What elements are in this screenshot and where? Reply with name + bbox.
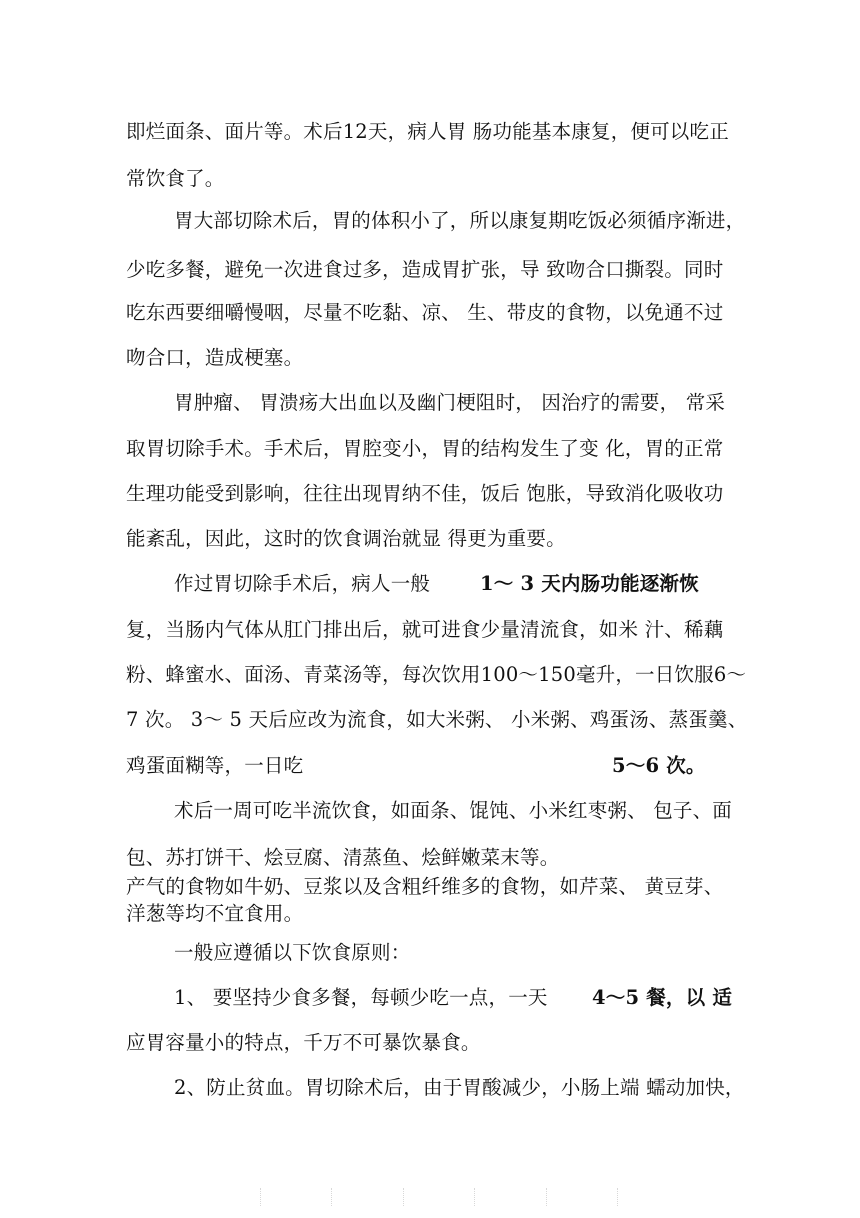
text-line: 胃肿瘤、 胃溃疡大出血以及幽门梗阻时， 因治疗的需要， 常采 — [174, 391, 726, 414]
text-line: 4～5 餐，以 适 — [592, 986, 733, 1009]
text-line: 1～ 3 天内肠功能逐渐恢 — [480, 572, 699, 595]
text-line: 2、防止贫血。胃切除术后，由于胃酸减少，小肠上端 蠕动加快， — [174, 1076, 745, 1099]
footer-dotted-marks — [260, 1188, 620, 1210]
text-line: 粉、蜂蜜水、面汤、青菜汤等，每次饮用100～150毫升，一日饮服6～ — [126, 663, 747, 686]
text-line: 5～6 次。 — [612, 754, 706, 777]
text-line: 常饮食了。 — [126, 167, 225, 190]
text-line: 胃大部切除术后，胃的体积小了，所以康复期吃饭必须循序渐进， — [174, 209, 746, 232]
text-line: 包、苏打饼干、烩豆腐、清蒸鱼、烩鲜嫩菜末等。 — [126, 846, 560, 869]
text-line: 取胃切除手术。手术后，胃腔变小，胃的结构发生了变 化，胃的正常 — [126, 437, 724, 460]
text-line: 吻合口，造成梗塞。 — [126, 346, 304, 369]
text-line: 复，当肠内气体从肛门排出后，就可进食少量清流食，如米 汁、稀藕 — [126, 618, 724, 641]
text-line: 生理功能受到影响，往往出现胃纳不佳，饭后 饱胀，导致消化吸收功 — [126, 482, 724, 505]
text-line: 作过胃切除手术后，病人一般 — [174, 572, 431, 595]
text-line: 少吃多餐，避免一次进食过多，造成胃扩张，导 致吻合口撕裂。同时 — [126, 258, 724, 281]
text-line: 即烂面条、面片等。术后12天，病人胃 肠功能基本康复，便可以吃正 — [126, 120, 729, 143]
text-line: 产气的食物如牛奶、豆浆以及含粗纤维多的食物，如芹菜、 黄豆芽、 — [126, 875, 724, 898]
text-line: 1、 要坚持少食多餐，每顿少吃一点，一天 — [174, 986, 548, 1009]
text-line: 术后一周可吃半流饮食，如面条、馄饨、小米红枣粥、 包子、面 — [174, 799, 732, 822]
text-line: 一般应遵循以下饮食原则： — [174, 941, 411, 964]
dot-mark — [617, 1188, 620, 1206]
dot-mark — [546, 1188, 549, 1206]
text-line: 洋葱等均不宜食用。 — [126, 902, 304, 925]
text-line: 吃东西要细嚼慢咽，尽量不吃黏、凉、 生、带皮的食物，以免通不过 — [126, 301, 724, 324]
dot-mark — [260, 1188, 263, 1206]
dot-mark — [331, 1188, 334, 1206]
text-line: 能紊乱，因此，这时的饮食调治就显 得更为重要。 — [126, 527, 566, 550]
text-line: 鸡蛋面糊等，一日吃 — [126, 754, 304, 777]
text-line: 应胃容量小的特点，千万不可暴饮暴食。 — [126, 1031, 481, 1054]
dot-mark — [403, 1188, 406, 1206]
text-line: 7 次。 3～ 5 天后应改为流食，如大米粥、 小米粥、鸡蛋汤、蒸蛋羹、 — [126, 708, 748, 731]
dot-mark — [474, 1188, 477, 1206]
